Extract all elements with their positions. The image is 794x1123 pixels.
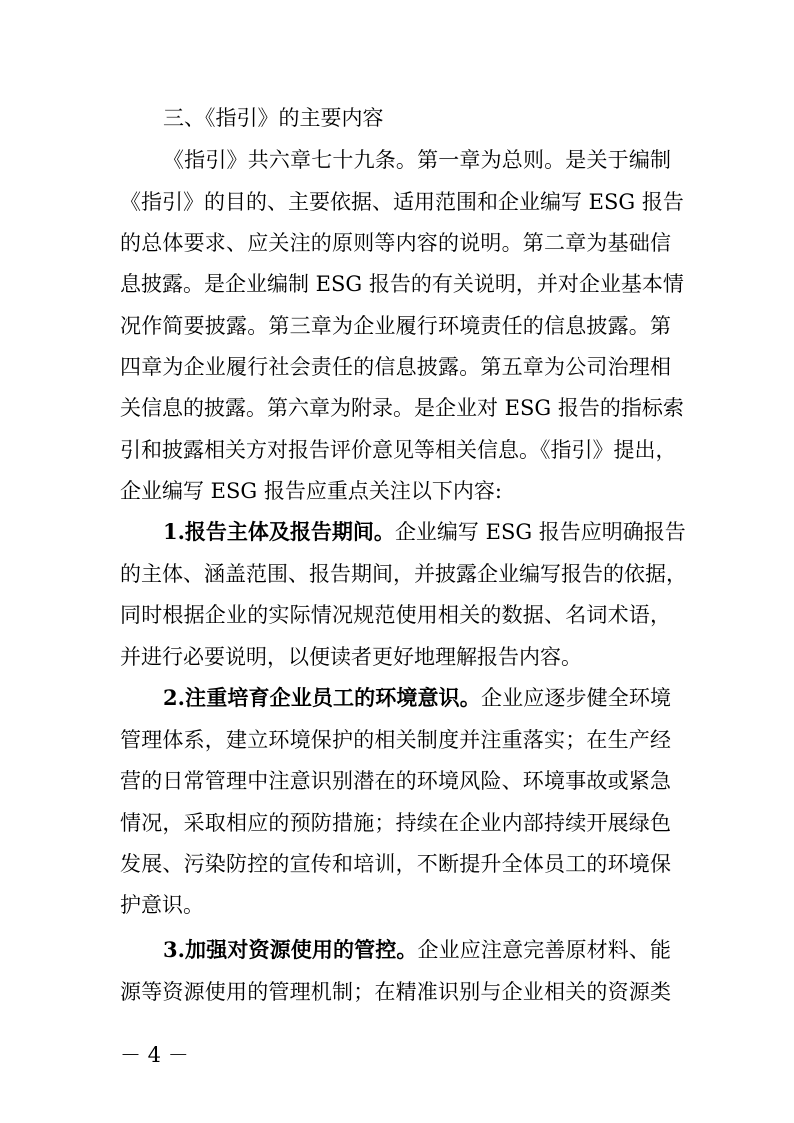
page-number: － 4 － — [120, 1043, 189, 1067]
item1-title: 1.报告主体及报告期间。 — [163, 519, 395, 544]
item1-first-line — [163, 518, 686, 546]
intro-line-9: 企业编写 ESG 报告应重点关注以下内容: — [120, 479, 502, 503]
intro-line-2: 《指引》的目的、主要依据、适用范围和企业编写 ESG 报告 — [120, 190, 684, 214]
intro-line-1: 《指引》共六章七十九条。第一章为总则。是关于编制 — [163, 148, 671, 172]
item1-first-text: 企业编写 ESG 报告应明确报告 — [394, 520, 686, 544]
item2-line-3: 营的日常管理中注意识别潜在的环境风险、环境事故或紧急 — [120, 769, 671, 793]
item2-first-line — [163, 684, 671, 712]
item1-line-3: 同时根据企业的实际情况规范使用相关的数据、名词术语， — [120, 603, 671, 627]
item2-line-2: 管理体系，建立环境保护的相关制度并注重落实；在生产经 — [120, 728, 671, 752]
item1-line-2: 的主体、涵盖范围、报告期间，并披露企业编写报告的依据， — [120, 562, 687, 586]
item3-line-2: 源等资源使用的管理机制；在精准识别与企业相关的资源类 — [120, 980, 671, 1004]
item3-title: 3.加强对资源使用的管控。 — [163, 937, 418, 962]
item2-line-6: 护意识。 — [120, 893, 204, 917]
section-heading: 三、《指引》的主要内容 — [163, 106, 384, 130]
intro-line-6: 四章为企业履行社会责任的信息披露。第五章为公司治理相 — [120, 355, 671, 379]
item2-line-5: 发展、污染防控的宣传和培训，不断提升全体员工的环境保 — [120, 852, 671, 876]
intro-line-3: 的总体要求、应关注的原则等内容的说明。第二章为基础信 — [120, 231, 671, 255]
intro-line-5: 况作简要披露。第三章为企业履行环境责任的信息披露。第 — [120, 314, 671, 338]
item2-title: 2.注重培育企业员工的环境意识。 — [163, 685, 481, 710]
intro-line-8: 引和披露相关方对报告评价意见等相关信息。《指引》提出， — [120, 438, 677, 462]
intro-line-7: 关信息的披露。第六章为附录。是企业对 ESG 报告的指标索 — [120, 396, 684, 420]
item3-first-text: 企业应注意完善原材料、能 — [417, 938, 672, 962]
item2-first-text: 企业应逐步健全环境 — [480, 686, 672, 710]
intro-line-4: 息披露。是企业编制 ESG 报告的有关说明，并对企业基本情 — [120, 272, 684, 296]
item1-line-4: 并进行必要说明，以便读者更好地理解报告内容。 — [120, 645, 582, 669]
item3-first-line — [163, 936, 671, 964]
item2-line-4: 情况，采取相应的预防措施；持续在企业内部持续开展绿色 — [120, 811, 671, 835]
